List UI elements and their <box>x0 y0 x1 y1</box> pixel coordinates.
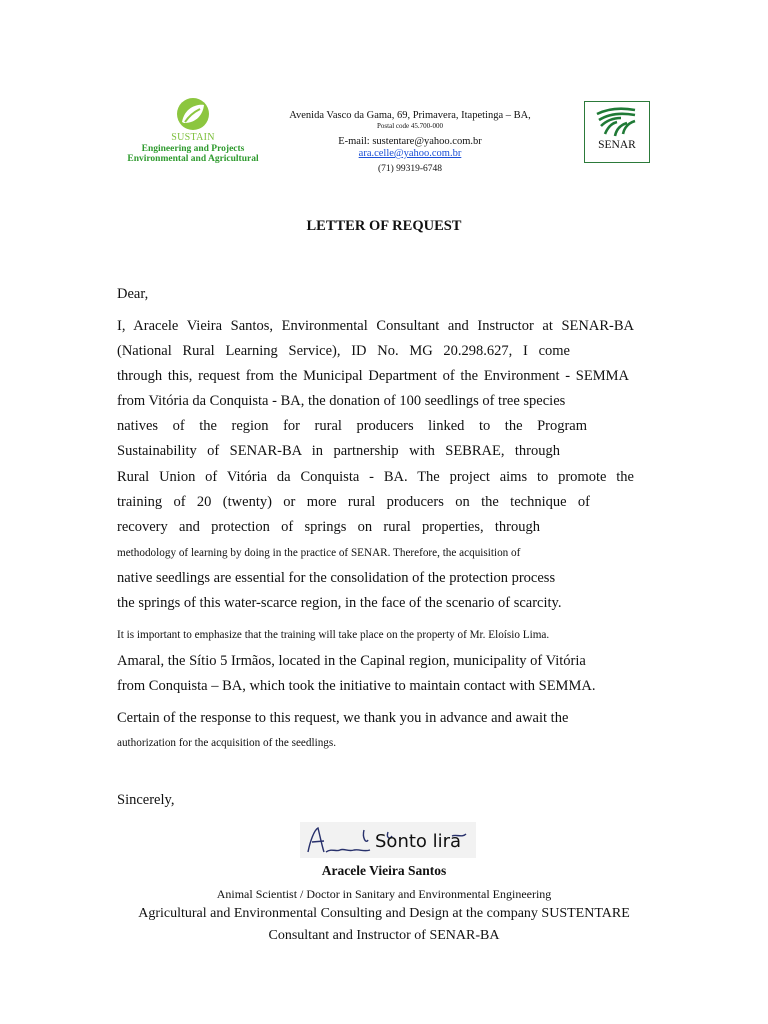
signer-title-3: Consultant and Instructor of SENAR-BA <box>268 928 500 943</box>
logo-brand-text: SUSTAIN <box>171 132 215 143</box>
signature-typed-text: Sonto lira <box>375 831 462 852</box>
closing: Sincerely, <box>117 792 175 808</box>
sustain-logo <box>118 96 268 164</box>
senar-logo <box>584 101 650 163</box>
paragraph-line: training of 20 (twenty) or more rural producers on the technique of <box>117 494 590 510</box>
paragraph-line: methodology of learning by doing in the practice of SENAR. Therefore, the acquisition of <box>117 547 521 559</box>
signer-title-2: Agricultural and Environmental Consulting and Design at the company SUSTENTARE <box>138 906 630 921</box>
address-block <box>270 110 550 176</box>
letter-title: LETTER OF REQUEST <box>306 218 462 234</box>
paragraph-line: the springs of this water-scarce region, in the face of the scenario of scarcity. <box>117 595 562 611</box>
paragraph-line: authorization for the acquisition of the seedlings. <box>117 737 337 749</box>
paragraph-line: Certain of the response to this request, we thank you in advance and await the <box>117 710 569 726</box>
phone-number: (71) 99319-6748 <box>377 164 443 174</box>
signer-title-1: Animal Scientist / Doctor in Sanitary and Environmental Engineering <box>216 887 552 901</box>
paragraph-line: from Vitória da Conquista - BA, the donation of 100 seedlings of tree species <box>117 393 566 409</box>
crop-rows-icon <box>595 106 639 138</box>
paragraph-line: (National Rural Learning Service), ID No. MG 20.298.627, I come <box>117 343 570 359</box>
signer-name: Aracele Vieira Santos <box>321 863 447 878</box>
street-address: Avenida Vasco da Gama, 69, Primavera, Itapetinga – BA, <box>289 110 531 121</box>
salutation: Dear, <box>117 286 149 302</box>
paragraph-line: native seedlings are essential for the consolidation of the protection process <box>117 570 556 586</box>
paragraph-line: through this, request from the Municipal Department of the Environment - SEMMA <box>117 368 629 384</box>
paragraph-line: recovery and protection of springs on rural properties, through <box>117 519 540 535</box>
paragraph-line: from Conquista – BA, which took the initiative to maintain contact with SEMMA. <box>117 678 596 694</box>
postal-code: Postal code 45.700-000 <box>377 122 443 130</box>
leaf-logo-icon <box>173 96 213 132</box>
logo-subtitle-2: Environmental and Agricultural <box>127 154 259 164</box>
logo-subtitle-1: Engineering and Projects <box>141 144 245 154</box>
email-link[interactable]: ara.celle@yahoo.com.br <box>358 148 462 159</box>
senar-label: SENAR <box>598 139 636 151</box>
paragraph-line: natives of the region for rural producers linked to the Program <box>117 418 587 434</box>
paragraph-line: Rural Union of Vitória da Conquista - BA. The project aims to promote the <box>117 469 634 485</box>
paragraph-line: It is important to emphasize that the training will take place on the property of Mr. Eloísio Lima. <box>117 629 550 641</box>
paragraph-line: Sustainability of SENAR-BA in partnership with SEBRAE, through <box>117 443 560 459</box>
email-line: E-mail: sustentare@yahoo.com.br <box>338 136 482 147</box>
paragraph-line: I, Aracele Vieira Santos, Environmental Consultant and Instructor at SENAR-BA <box>117 318 634 334</box>
paragraph-line: Amaral, the Sítio 5 Irmãos, located in the Capinal region, municipality of Vitória <box>117 653 586 669</box>
